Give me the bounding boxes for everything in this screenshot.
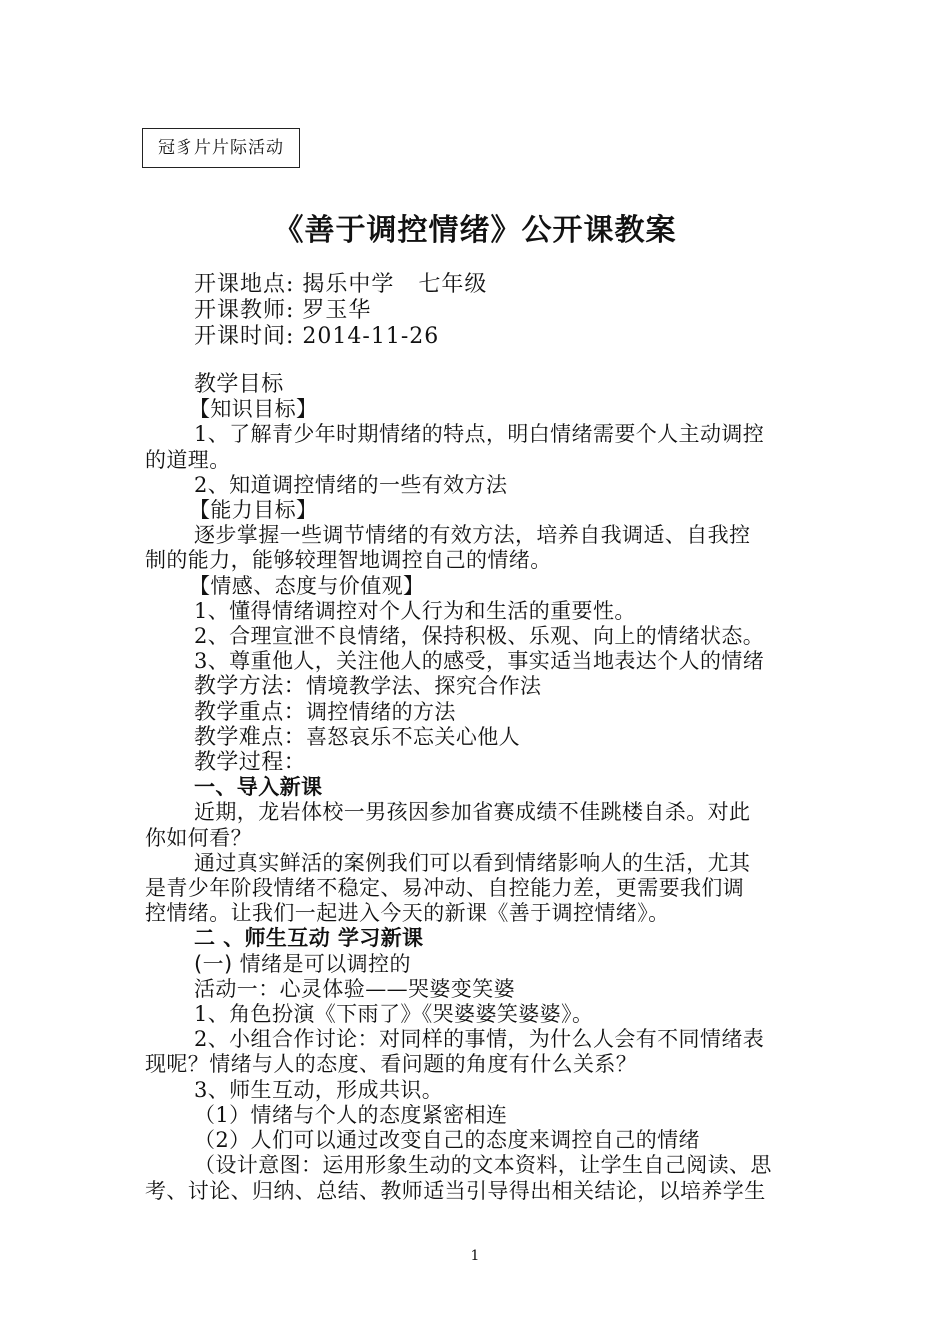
conclusion-1: （1）情绪与个人的态度紧密相连 — [194, 1102, 508, 1127]
document-title: 《善于调控情绪》公开课教案 — [273, 213, 677, 248]
ability-label: 【能力目标】 — [189, 498, 318, 523]
step-2-line-1: 2、小组合作讨论：对同样的事情，为什么人会有不同情绪表 — [194, 1027, 765, 1052]
difficulty-value: 喜怒哀乐不忘关心他人 — [306, 724, 521, 749]
section-2-sub-1: (一) 情绪是可以调控的 — [194, 951, 411, 976]
section-2-heading: 二 、师生互动 学习新课 — [194, 926, 424, 951]
teaching-method-value: 情境教学法、探究合作法 — [306, 674, 542, 699]
document-body — [145, 372, 805, 1204]
lesson-meta — [194, 272, 487, 350]
section-1-p2-line-3: 控情绪。让我们一起进入今天的新课《善于调控情绪》。 — [145, 901, 670, 926]
step-2-line-2: 现呢？情绪与人的态度、看问题的角度有什么关系？ — [145, 1052, 638, 1077]
meta-time: 开课时间: 2014-11-26 — [194, 324, 440, 349]
section-1-p1-line-2: 你如何看？ — [145, 825, 252, 850]
activity-1: 活动一：心灵体验——哭婆变笑婆 — [194, 976, 515, 1001]
teaching-method-label: 教学方法： — [194, 674, 307, 700]
section-1-p2-line-2: 是青少年阶段情绪不稳定、易冲动、自控能力差，更需要我们调 — [145, 876, 745, 901]
section-1-p1-line-1: 近期，龙岩体校一男孩因参加省赛成绩不佳跳楼自杀。对此 — [194, 800, 751, 825]
difficulty — [145, 725, 805, 750]
process-heading: 教学过程： — [194, 750, 307, 776]
ability-line-1: 逐步掌握一些调节情绪的有效方法，培养自我调适、自我控 — [194, 523, 751, 548]
teaching-method — [145, 674, 805, 699]
section-1-p2-line-1: 通过真实鲜活的案例我们可以看到情绪影响人的生活，尤其 — [194, 850, 751, 875]
activity-tag-box: 冠豸片片际活动 — [142, 128, 300, 168]
key-point — [145, 700, 805, 725]
design-intent-line-2: 考、讨论、归纳、总结、教师适当引导得出相关结论，以培养学生 — [145, 1178, 766, 1203]
objectives-heading: 教学目标 — [194, 372, 284, 397]
knowledge-item-1-line-2: 的道理。 — [145, 447, 231, 472]
design-intent-line-1: （设计意图：运用形象生动的文本资料，让学生自己阅读、思 — [194, 1153, 772, 1178]
knowledge-item-2: 2、知道调控情绪的一些有效方法 — [194, 472, 508, 497]
meta-location: 开课地点: 揭乐中学 七年级 — [194, 272, 488, 297]
page-number: 1 — [470, 1248, 480, 1264]
step-1: 1、角色扮演《下雨了》《哭婆婆笑婆婆》。 — [194, 1002, 594, 1027]
key-point-value: 调控情绪的方法 — [306, 699, 456, 724]
ability-line-2: 制的能力，能够较理智地调控自己的情绪。 — [145, 548, 552, 573]
difficulty-label: 教学难点： — [194, 724, 307, 750]
conclusion-2: （2）人们可以通过改变自己的态度来调控自己的情绪 — [194, 1128, 700, 1153]
knowledge-item-1-line-1: 1、了解青少年时期情绪的特点，明白情绪需要个人主动调控 — [194, 422, 765, 447]
knowledge-label: 【知识目标】 — [189, 397, 318, 422]
meta-teacher: 开课教师: 罗玉华 — [194, 298, 372, 323]
step-3: 3、师生互动，形成共识。 — [194, 1077, 444, 1102]
key-point-label: 教学重点： — [194, 699, 307, 725]
emotion-item-1: 1、懂得情绪调控对个人行为和生活的重要性。 — [194, 598, 636, 623]
emotion-item-3: 3、尊重他人，关注他人的感受，事实适当地表达个人的情绪 — [194, 649, 765, 674]
section-1-heading: 一、导入新课 — [194, 775, 323, 800]
emotion-item-2: 2、合理宣泄不良情绪，保持积极、乐观、向上的情绪状态。 — [194, 624, 765, 649]
emotion-label: 【情感、态度与价值观】 — [189, 573, 425, 598]
